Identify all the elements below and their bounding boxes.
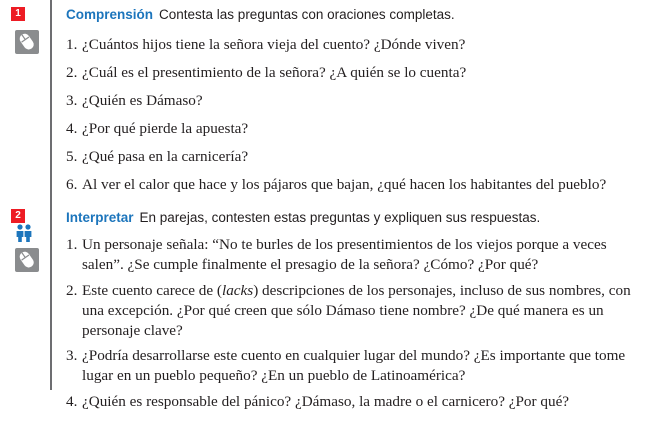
mouse-icon xyxy=(15,30,39,54)
question-number: 3. xyxy=(66,347,78,364)
question-item xyxy=(66,91,651,111)
question-item xyxy=(66,346,651,386)
question-number: 6. xyxy=(66,176,78,193)
section-instruction: En parejas, contesten estas preguntas y expliquen sus respuestas. xyxy=(139,210,541,225)
question-text: Este cuento carece de (lacks) descripciones de los personajes, incluso de sus nombres, con una excepción. ¿Por qué creen que sólo Dámaso tiene nombre? ¿De qué manera es un personaje clave? xyxy=(82,282,631,339)
question-item xyxy=(66,392,651,412)
question-number: 1. xyxy=(66,236,78,253)
section-number-badge: 1 xyxy=(11,7,25,21)
question-number: 1. xyxy=(66,36,78,53)
question-item xyxy=(66,147,651,167)
question-item xyxy=(66,35,651,55)
question-number: 3. xyxy=(66,92,78,109)
mouse-icon xyxy=(15,248,39,272)
question-number: 5. xyxy=(66,148,78,165)
margin-rule xyxy=(50,0,52,390)
question-item xyxy=(66,63,651,83)
section-instruction: Contesta las preguntas con oraciones completas. xyxy=(159,7,455,22)
section-title: Interpretar xyxy=(66,210,134,225)
italic-term: lacks xyxy=(221,282,254,299)
pair-icon xyxy=(15,224,39,242)
question-text: ¿Por qué pierde la apuesta? xyxy=(82,120,249,137)
question-item xyxy=(66,281,651,341)
question-text: ¿Podría desarrollarse este cuento en cualquier lugar del mundo? ¿Es importante que tome lugar en un pueblo pequeño? ¿En un pueblo de Latinoamérica? xyxy=(82,347,626,384)
question-item xyxy=(66,119,651,139)
question-number: 4. xyxy=(66,120,78,137)
question-item xyxy=(66,175,651,195)
question-number: 2. xyxy=(66,282,78,299)
question-item xyxy=(66,235,651,275)
question-text: ¿Quién es responsable del pánico? ¿Dámaso, la madre o el carnicero? ¿Por qué? xyxy=(82,393,570,410)
question-text: ¿Quién es Dámaso? xyxy=(82,92,203,109)
question-number: 2. xyxy=(66,64,78,81)
question-text: ¿Qué pasa en la carnicería? xyxy=(82,148,249,165)
question-text: ¿Cuántos hijos tiene la señora vieja del cuento? ¿Dónde viven? xyxy=(82,36,466,53)
section-title: Comprensión xyxy=(66,7,154,22)
section-header xyxy=(66,7,455,22)
question-text: Un personaje señala: “No te burles de los presentimientos de los viejos porque a veces salen”. ¿Se cumple finalmente el presagio de la señora? ¿Cómo? ¿Por qué? xyxy=(82,236,607,273)
question-text: Al ver el calor que hace y los pájaros que bajan, ¿qué hacen los habitantes del pueblo? xyxy=(82,176,607,193)
section-number-badge: 2 xyxy=(11,209,25,223)
section-header xyxy=(66,210,540,225)
question-number: 4. xyxy=(66,393,78,410)
question-text: ¿Cuál es el presentimiento de la señora? ¿A quién se lo cuenta? xyxy=(82,64,467,81)
